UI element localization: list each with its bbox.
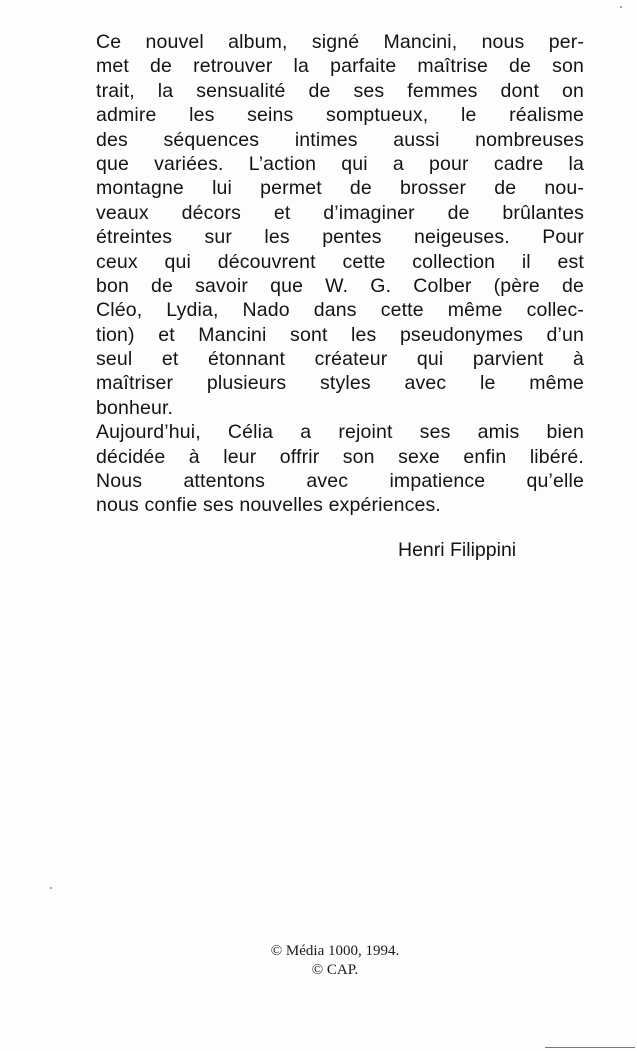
edge-mark: [545, 1047, 635, 1048]
text-line: nous confie ses nouvelles expériences.: [96, 494, 441, 517]
text-line: tion) et Mancini sont les pseudonymes d’un: [96, 323, 584, 346]
text-line: ceux qui découvrent cette collection il est: [96, 250, 584, 273]
paper-speck: [50, 887, 52, 889]
text-line: trait, la sensualité de ses femmes dont on: [96, 79, 584, 102]
text-line: bon de savoir que W. G. Colber (père de: [96, 274, 584, 297]
copyright-line: © CAP.: [311, 962, 359, 978]
body-text: [96, 30, 584, 518]
text-line: Nous attentons avec impatience qu’elle: [96, 470, 584, 493]
text-line: des séquences intimes aussi nombreuses: [96, 128, 584, 151]
author-signature: Henri Filippini: [398, 539, 517, 561]
text-line: met de retrouver la parfaite maîtrise de son: [96, 55, 584, 78]
text-line: Cléo, Lydia, Nado dans cette même collec-: [96, 299, 584, 322]
text-line: Aujourd’hui, Célia a rejoint ses amis bien: [96, 421, 584, 444]
text-line: admire les seins somptueux, le réalisme: [96, 104, 584, 127]
text-line: décidée à leur offrir son sexe enfin libéré.: [96, 445, 584, 468]
text-line: Ce nouvel album, signé Mancini, nous per-: [96, 31, 584, 53]
text-line: étreintes sur les pentes neigeuses. Pour: [96, 226, 584, 249]
text-line: bonheur.: [96, 396, 174, 419]
text-line: que variées. L’action qui a pour cadre la: [96, 152, 584, 175]
copyright-line: © Média 1000, 1994.: [270, 943, 400, 959]
text-line: veaux décors et d’imaginer de brûlantes: [96, 201, 584, 224]
paper-speck: [620, 6, 622, 8]
text-line: seul et étonnant créateur qui parvient à: [96, 348, 584, 371]
copyright-notice: [220, 942, 450, 980]
text-line: montagne lui permet de brosser de nou-: [96, 177, 584, 200]
text-line: maîtriser plusieurs styles avec le même: [96, 372, 584, 395]
